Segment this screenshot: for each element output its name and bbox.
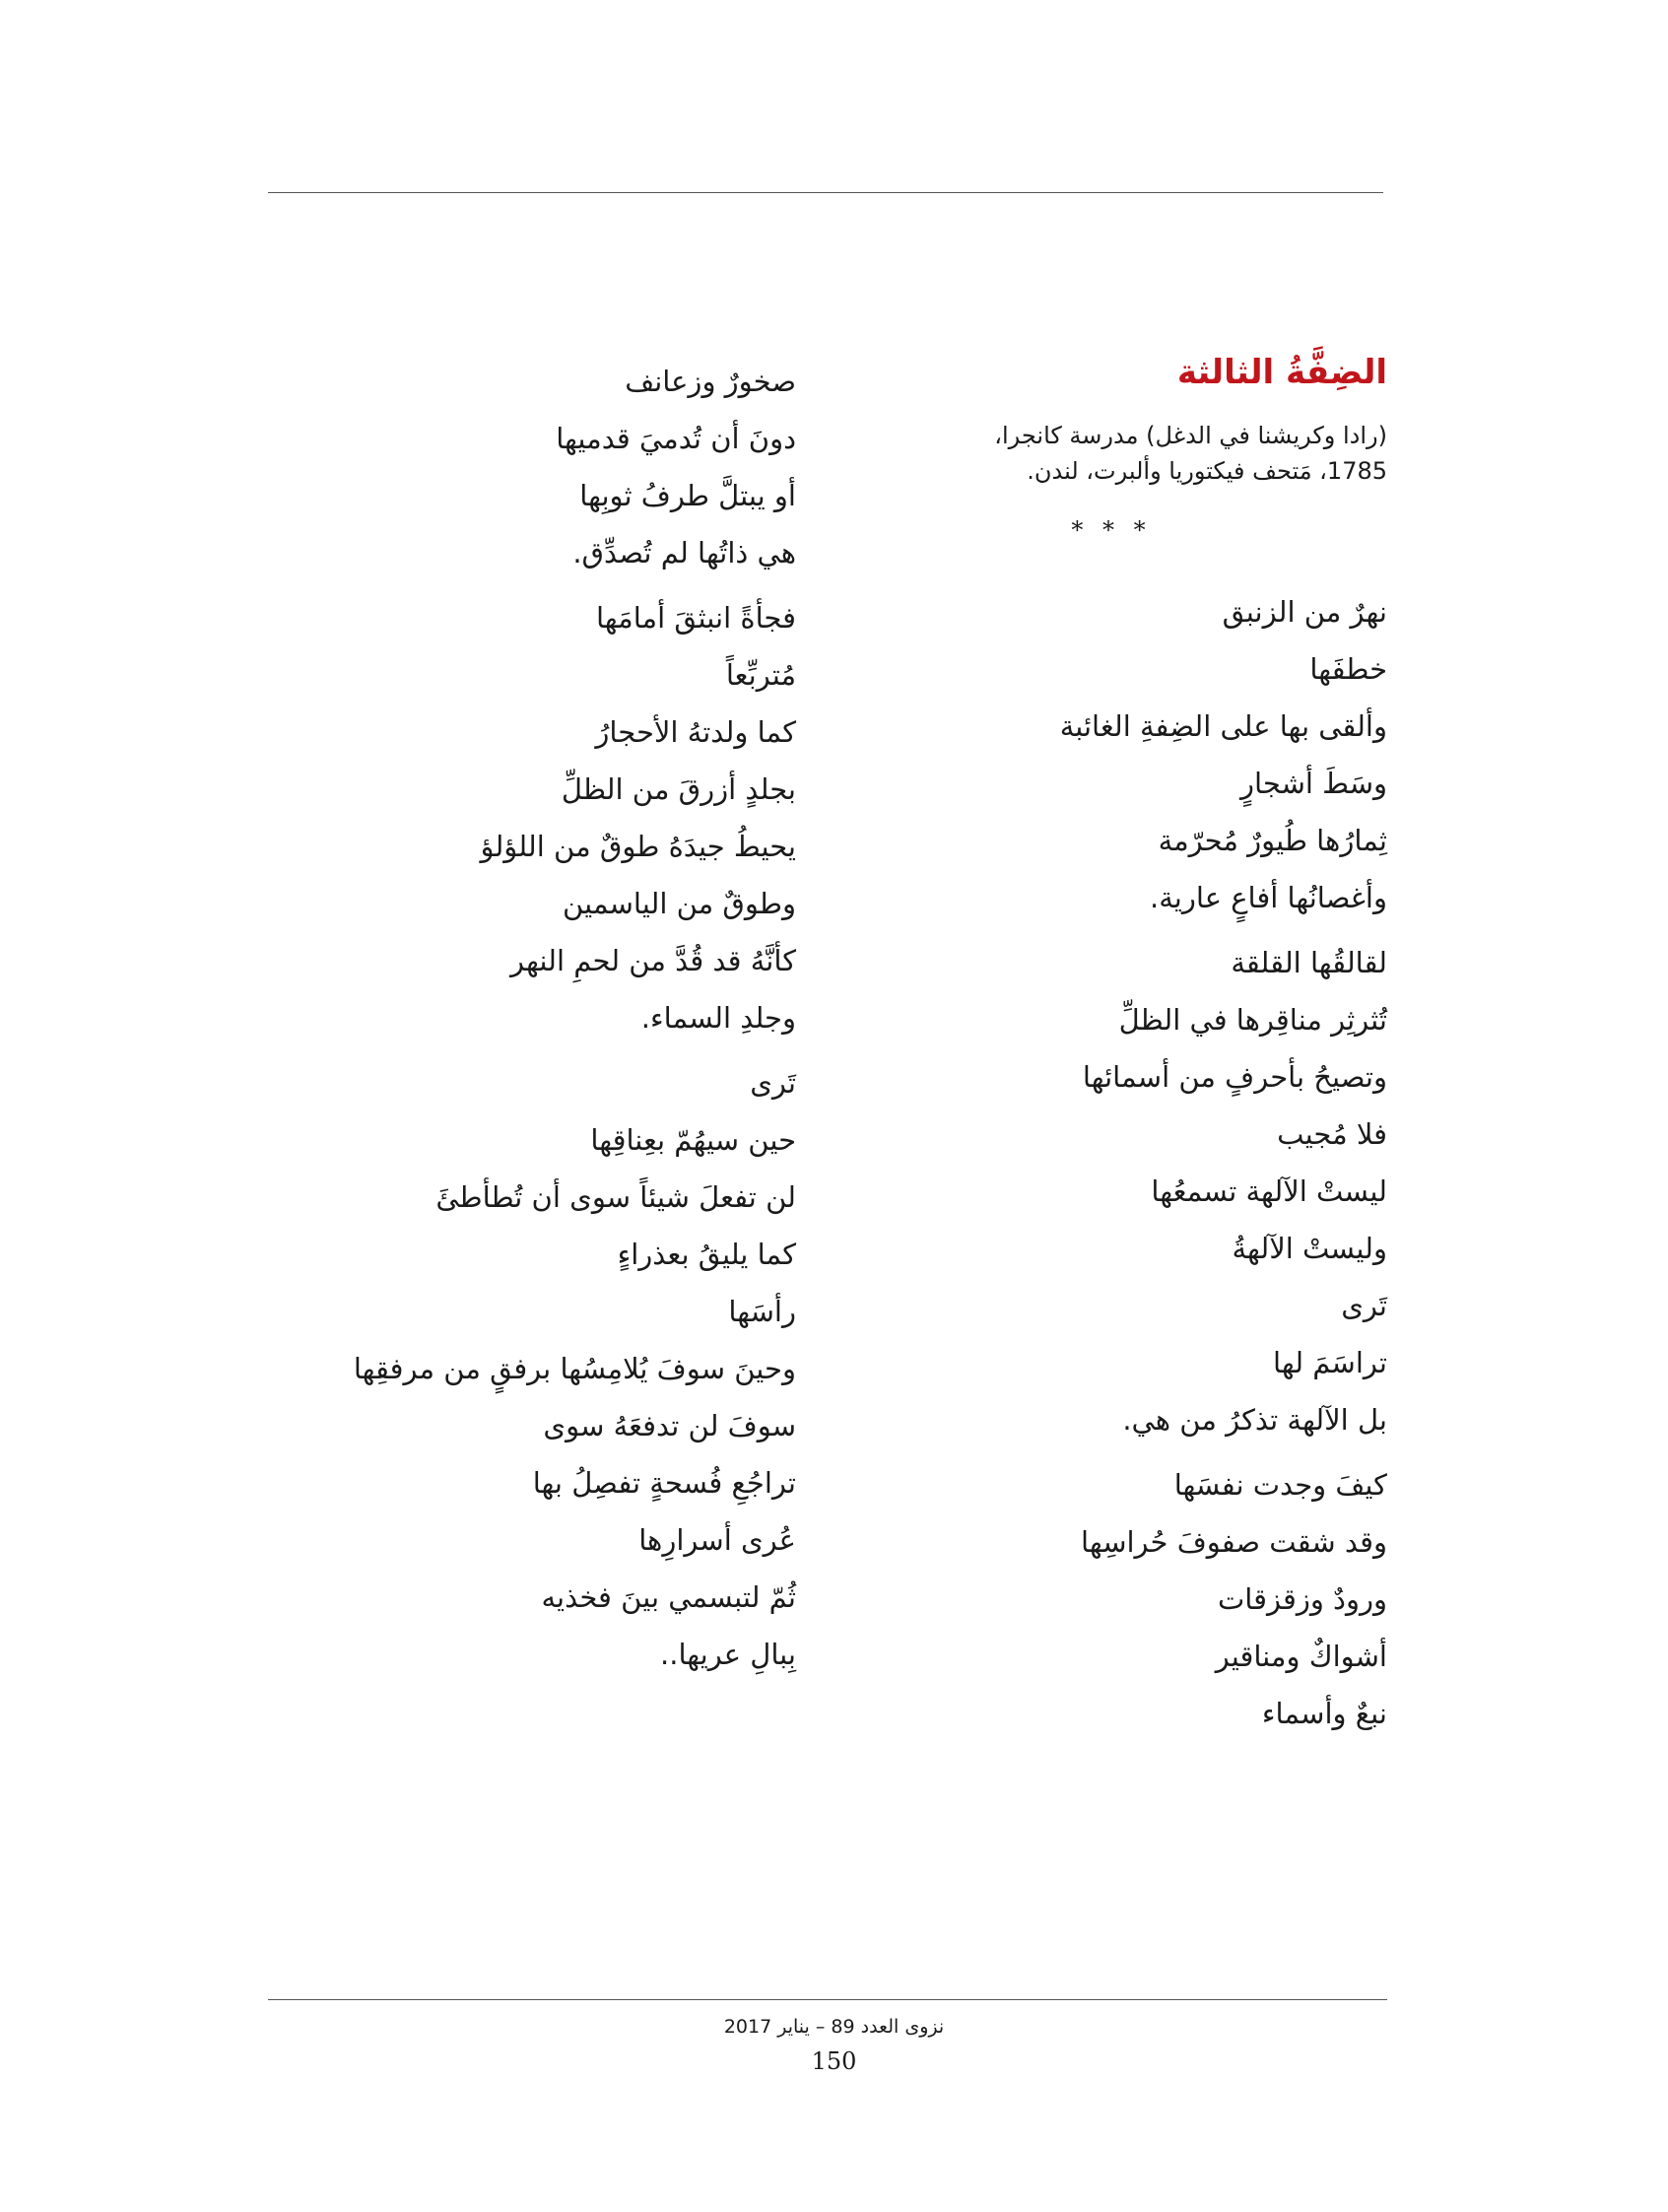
footer-issue: نزوى العدد 89 – يناير 2017 <box>723 2016 945 2038</box>
poem-line: ليستْ الآلهة تسمعُها <box>1151 1174 1387 1208</box>
poem-line: كأنَّهُ قد قُدَّ من لحمِ النهر <box>510 944 796 977</box>
poem-line: لقالقُها القلقة <box>1231 946 1387 979</box>
poem-line: كيفَ وجدت نفسَها <box>1173 1468 1387 1502</box>
left-column <box>126 353 796 1683</box>
poem-line: حين سيهُمّ بعِناقِها <box>590 1123 796 1157</box>
page-number: 150 <box>811 2047 857 2075</box>
poem-line: بِبالِ عريها.. <box>660 1638 796 1671</box>
right-stanzas <box>835 583 1387 1742</box>
separator-stars: * * * <box>1071 516 1152 544</box>
poem-line: وسَطَ أشجارٍ <box>1240 767 1387 800</box>
poem-line: هي ذاتُها لم تُصدِّق. <box>572 536 796 570</box>
poem-line: وقد شقت صفوفَ حُراسِها <box>1080 1525 1387 1559</box>
poem-line: ثِمارُها طُيورٌ مُحرّمة <box>1158 824 1387 857</box>
poem-line: فلا مُجيب <box>1277 1117 1387 1151</box>
poem-line: نبعٌ وأسماء <box>1261 1697 1387 1730</box>
poem-line: تراجُعِ فُسحةٍ تفصِلُ بها <box>532 1466 796 1500</box>
stanza-gap <box>126 1046 796 1054</box>
right-column <box>835 353 1387 1742</box>
poem-line: فجأةً انبثقَ أمامَها <box>595 601 796 635</box>
stanza-gap <box>126 581 796 589</box>
caption-line-2: 1785، مَتحف فيكتوريا وألبرت، لندن. <box>1027 457 1387 485</box>
stanza-gap <box>835 1448 1387 1456</box>
poem-line: وحينَ سوفَ يُلامِسُها برفقٍ من مرفقِها <box>353 1352 796 1385</box>
stanza-gap <box>835 926 1387 934</box>
poem-line: تُثرثِر مناقِرها في الظلِّ <box>1118 1003 1387 1037</box>
left-stanzas <box>126 353 796 1683</box>
poem-line: نهرٌ من الزنبق <box>1222 595 1387 629</box>
poem-line: بل الآلهة تذكرُ من هي. <box>1122 1403 1387 1437</box>
caption-line-1: (رادا وكريشنا في الدغل) مدرسة كانجرا، <box>994 422 1387 449</box>
poem-line: مُتربِّعاً <box>725 658 796 692</box>
poem-line: تراسَمَ لها <box>1273 1346 1387 1379</box>
poem-line: كما يليقُ بعذراءٍ <box>617 1238 796 1271</box>
poem-line: يحيطُ جيدَهُ طوقٌ من اللؤلؤ <box>480 830 796 863</box>
poem-line: أو يبتلَّ طرفُ ثوبِها <box>579 479 796 512</box>
poem-line: أشواكٌ ومناقير <box>1215 1640 1387 1673</box>
poem-line: بجلدٍ أزرقَ من الظلِّ <box>561 772 796 806</box>
poem-line: عُرى أسرارِها <box>638 1523 796 1557</box>
poem-line: لن تفعلَ شيئاً سوى أن تُطأطئَ <box>435 1180 796 1214</box>
poem-line: سوفَ لن تدفعَهُ سوى <box>543 1409 796 1442</box>
poem-line: صخورٌ وزعانف <box>625 365 796 398</box>
poem-line: ثُمّ لتبسمي بينَ فخذيه <box>541 1580 796 1614</box>
poem-line: وجلدِ السماء. <box>640 1001 796 1035</box>
poem-line: دونَ أن تُدميَ قدميها <box>556 422 796 455</box>
poem-title: الضِفَّةُ الثالثة <box>1176 353 1387 392</box>
poem-line: وطوقٌ من الياسمين <box>563 887 796 920</box>
poem-line: خطفَها <box>1309 652 1387 686</box>
poem-line: تَرى <box>1341 1289 1387 1322</box>
poem-line: ورودٌ وزقزقات <box>1217 1582 1387 1616</box>
poem-line: وتصيحُ بأحرفٍ من أسمائها <box>1082 1060 1387 1094</box>
poem-line: تَرى <box>750 1066 796 1100</box>
poem-line: كما ولدتهُ الأحجارُ <box>595 715 796 749</box>
poem-line: وليستْ الآلهةُ <box>1232 1232 1387 1265</box>
bottom-rule <box>268 1999 1387 2000</box>
poem-line: وألقى بها على الضِفةِ الغائبة <box>1059 709 1387 743</box>
poem-line: وأغصانُها أفاعٍ عارية. <box>1150 881 1387 914</box>
poem-line: رأسَها <box>728 1295 796 1328</box>
top-rule <box>268 192 1383 193</box>
